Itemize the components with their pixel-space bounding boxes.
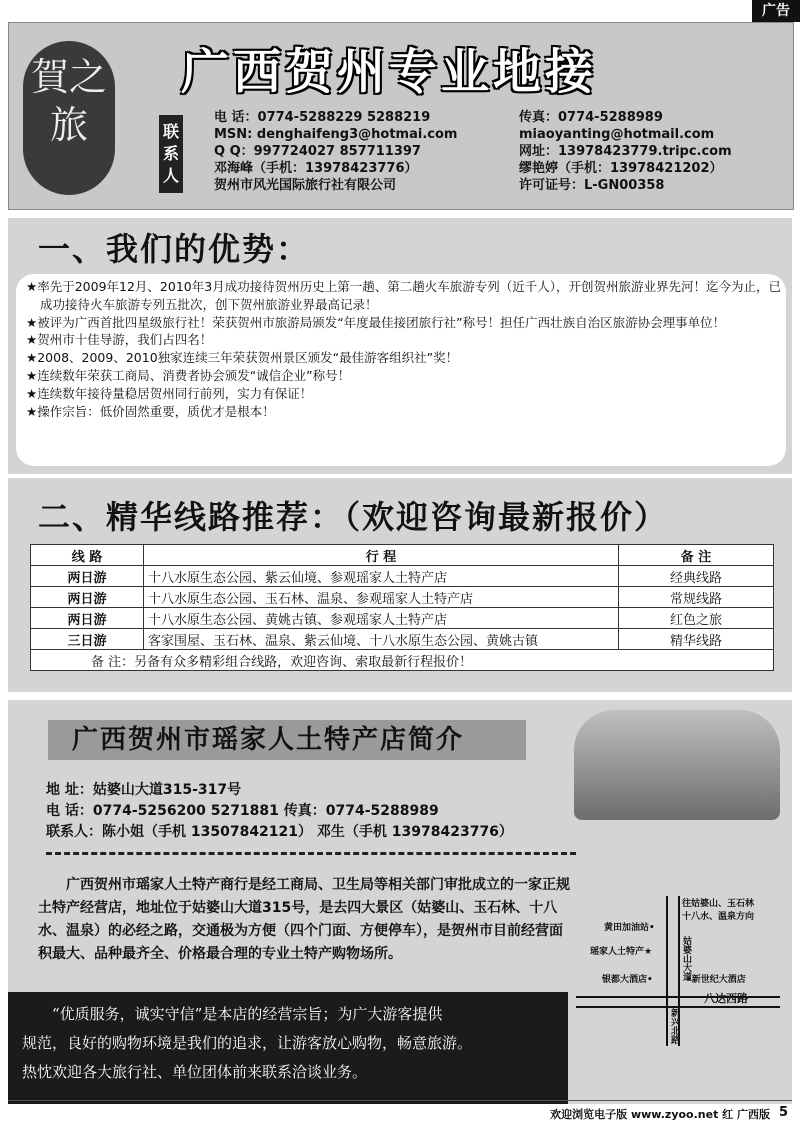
table-row	[31, 608, 774, 629]
contact-website: 网址：13978423779.tripc.com	[519, 144, 732, 159]
advantages-section	[8, 218, 792, 474]
contact-email: miaoyanting@hotmail.com	[519, 127, 715, 142]
page-title: 广西贺州专业地接	[181, 44, 598, 100]
divider	[46, 852, 576, 855]
shop-address: 地 址：姑婆山大道315-317号	[46, 782, 242, 798]
slogan-line: 规范，良好的购物环境是我们的追求，让游客放心购物，畅意旅游。	[22, 1034, 473, 1052]
shop-title: 广西贺州市瑶家人土特产店简介	[48, 720, 526, 760]
contact-person-1: 邓海峰（手机：13978423776）	[214, 161, 418, 176]
contact-right	[519, 109, 732, 194]
map-direction-label: 往姑婆山、玉石林 十八水、温泉方向	[682, 899, 755, 922]
list-item: ★率先于2009年12月、2010年3月成功接待贺州历史上第一趟、第二趟火车旅游专列（近千人），开创贺州旅游业界先河！迄今为止，已成功接待火车旅游专列五批次，创下贺州旅游业界最高记录！	[26, 279, 781, 312]
list-item: ★贺州市十佳导游，我们占四名！	[26, 332, 213, 348]
contact-phone: 电 话：0774-5288229 5288219	[214, 110, 431, 125]
route-itinerary: 十八水原生态公园、紫云仙境、参观瑶家人土特产店	[144, 566, 619, 587]
contact-qq: Q Q：997724027 857711397	[214, 144, 421, 159]
map-hotel-left: 银都大酒店•	[602, 975, 653, 985]
slogan-box	[8, 992, 568, 1104]
shop-section	[8, 700, 792, 1104]
list-item: ★连续数年荣获工商局、消费者协会颁发“诚信企业”称号！	[26, 367, 351, 383]
location-map	[574, 886, 784, 1046]
contact-label: 联系人	[159, 115, 183, 193]
map-road-label: 八达西路	[704, 992, 748, 1005]
column-header: 行 程	[144, 545, 619, 566]
footer-text: 欢迎浏览电子版 www.zyoo.net 红 广西版	[550, 1108, 770, 1121]
footer-divider	[8, 1100, 792, 1101]
table-row	[31, 650, 774, 671]
map-road-horizontal	[576, 996, 780, 1008]
route-remark: 经典线路	[619, 566, 774, 587]
routes-table	[30, 544, 774, 671]
map-avenue-label: 姑婆山大道	[681, 936, 691, 981]
company-name: 贺州市风光国际旅行社有限公司	[214, 178, 397, 193]
route-type: 两日游	[31, 608, 144, 629]
route-type: 三日游	[31, 629, 144, 650]
column-header: 备 注	[619, 545, 774, 566]
slogan-line: “优质服务，诚实守信”是本店的经营宗旨；为广大游客提供	[52, 1005, 443, 1023]
header-panel	[8, 22, 794, 210]
contact-left	[214, 109, 457, 194]
routes-note: 备 注：另备有众多精彩组合线路，欢迎咨询、索取最新行程报价！	[31, 650, 774, 671]
route-itinerary: 客家围屋、玉石林、温泉、紫云仙境、十八水原生态公园、黄姚古镇	[144, 629, 619, 650]
route-itinerary: 十八水原生态公园、黄姚古镇、参观瑶家人土特产店	[144, 608, 619, 629]
table-row	[31, 587, 774, 608]
list-item: ★被评为广西首批四星级旅行社！荣获贺州市旅游局颁发“年度最佳接团旅行社”称号！担任广西壮族自治区旅游协会理事单位！	[26, 314, 726, 330]
table-row	[31, 629, 774, 650]
map-hotel-right: •新世纪大酒店	[686, 975, 746, 985]
advantages-list	[26, 278, 786, 420]
contact-fax: 传真：0774-5288989	[519, 110, 663, 125]
ad-tag: 广告	[752, 0, 800, 22]
contact-person-2: 缪艳婷（手机：13978421202）	[519, 161, 723, 176]
route-remark: 红色之旅	[619, 608, 774, 629]
table-header-row	[31, 545, 774, 566]
routes-heading: 二、精华线路推荐：（欢迎咨询最新报价）	[38, 498, 669, 536]
shop-info	[46, 780, 513, 843]
shop-phone: 电 话：0774-5256200 5271881 传真：0774-5288989	[46, 803, 439, 819]
license-number: 许可证号：L-GN00358	[519, 178, 665, 193]
logo: 賀之旅	[23, 41, 115, 195]
list-item: ★连续数年接待量稳居贺州同行前列，实力有保证！	[26, 385, 313, 401]
route-remark: 精华线路	[619, 629, 774, 650]
page-number: 5	[778, 1105, 788, 1120]
map-shop-marker: 瑶家人土特产★	[590, 947, 653, 957]
table-row	[31, 566, 774, 587]
shop-contact: 联系人：陈小姐（手机 13507842121） 邓生（手机 13978423776）	[46, 824, 513, 840]
map-gas-station: 黄田加油站•	[604, 923, 655, 933]
advantages-heading: 一、我们的优势：	[38, 230, 311, 268]
map-road-label-vertical: 新兴北路	[669, 1008, 679, 1044]
shop-description: 广西贺州市瑶家人土特产商行是经工商局、卫生局等相关部门审批成立的一家正规土特产经营店，地址位于姑婆山大道315号，是去四大景区（姑婆山、玉石林、十八水、温泉）的必经之路，交通极为方便（四个门面、方便停车），是贺州市目前经营面积最大、品种最齐全、价格最合理的专业土特产购物场所。	[38, 877, 570, 962]
route-remark: 常规线路	[619, 587, 774, 608]
routes-section	[8, 478, 792, 692]
list-item: ★2008、2009、2010独家连续三年荣获贺州景区颁发“最佳游客组织社”奖！	[26, 350, 459, 366]
contact-msn: MSN: denghaifeng3@hotmai.com	[214, 127, 458, 142]
route-type: 两日游	[31, 566, 144, 587]
column-header: 线 路	[31, 545, 144, 566]
route-itinerary: 十八水原生态公园、玉石林、温泉、参观瑶家人土特产店	[144, 587, 619, 608]
route-type: 两日游	[31, 587, 144, 608]
shop-photo	[574, 710, 780, 820]
slogan-line: 热忱欢迎各大旅行社、单位团体前来联系洽谈业务。	[22, 1063, 368, 1081]
list-item: ★操作宗旨：低价固然重要，质优才是根本！	[26, 403, 275, 419]
